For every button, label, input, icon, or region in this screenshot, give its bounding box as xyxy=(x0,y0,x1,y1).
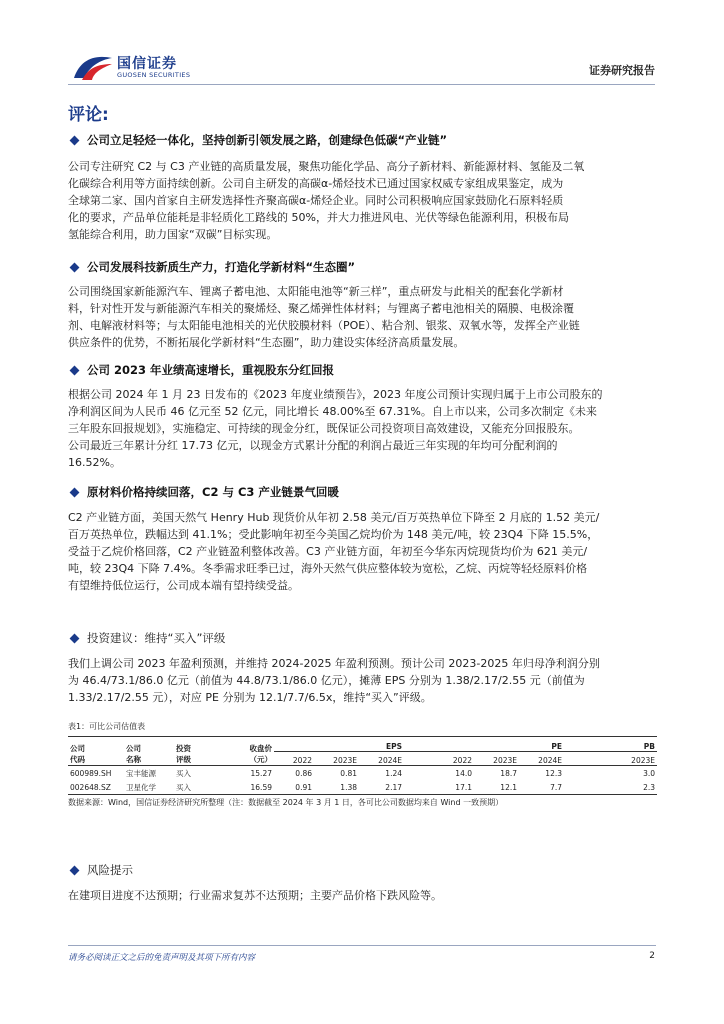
cell-eps: 2.17 xyxy=(359,780,404,795)
cell-pb: 3.0 xyxy=(643,768,655,778)
diamond-bullet-icon xyxy=(70,487,80,497)
heading-new-materials xyxy=(68,259,658,275)
header-divider xyxy=(68,84,655,85)
footer-divider xyxy=(68,945,656,946)
text-line: 有望维持低位运行，公司成本端有望持续受益。 xyxy=(68,579,299,592)
text-line: 全球第二家、国内首家自主研发选择性齐聚高碳α-烯烃企业。同时公司积极响应国家鼓励化石原料轻质 xyxy=(68,194,564,207)
text-line: 剂、电解液材料等；与太阳能电池相关的光伏胶膜材料（POE）、粘合剂、银浆、双氧水等，发挥全产业链 xyxy=(68,319,580,332)
logo-english-name: GUOSEN SECURITIES xyxy=(117,71,191,79)
table-row xyxy=(68,780,657,795)
text-line: 受益于乙烷价格回落，C2 产业链盈利整体改善。C3 产业链方面，年初至今华东丙烷现货均价为 621 美元/ xyxy=(68,545,588,558)
text-line: 在建项目进度不达预期；行业需求复苏不达预期；主要产品价格下跌风险等。 xyxy=(68,889,442,902)
cell-price: 16.59 xyxy=(224,780,274,795)
heading-text: 公司立足轻烃一体化，坚持创新引领发展之路，创建绿色低碳“产业链” xyxy=(87,133,448,147)
text-line: 氢能综合利用，助力国家“双碳”目标实现。 xyxy=(68,228,278,241)
col-header-pe-year: 2023E xyxy=(474,752,519,766)
cell-eps: 0.91 xyxy=(274,780,314,795)
table-source-note: 数据来源：Wind，国信证券经济研究所整理（注：数据截至 2024 年 3 月 1 日，各可比公司数据均来自 Wind 一致预期） xyxy=(68,798,504,807)
col-header-eps-year: 2023E xyxy=(314,752,359,766)
paragraph-raw-materials xyxy=(68,509,658,594)
text-line: 16.52%。 xyxy=(68,456,121,469)
col-header-pe-year: 2024E xyxy=(519,752,564,766)
diamond-bullet-icon xyxy=(70,365,80,375)
paragraph-new-materials xyxy=(68,283,658,351)
text-line: 公司专注研究 C2 与 C3 产业链的高质量发展，聚焦功能化学品、高分子新材料、新能源材料、氢能及二氧 xyxy=(68,160,585,173)
paragraph-investment-advice xyxy=(68,655,658,706)
cell-eps: 0.86 xyxy=(295,768,312,778)
text-line: 料，针对性开发与新能源汽车相关的聚烯烃、聚乙烯弹性体材料；与锂离子蓄电池相关的隔膜、电极涂覆 xyxy=(68,302,574,315)
text-line: 1.33/2.17/2.55 元），对应 PE 分别为 12.1/7.7/6.5x，维持“买入”评级。 xyxy=(68,691,432,704)
col-header-name: 公司 名称 xyxy=(124,737,174,766)
cell-name: 宝丰能源 xyxy=(126,768,156,778)
page-number: 2 xyxy=(649,951,655,961)
col-header-pb: PB xyxy=(564,737,657,752)
heading-text: 公司 2023 年业绩高速增长，重视股东分红回报 xyxy=(87,363,335,377)
cell-pb: 2.3 xyxy=(564,780,657,795)
section-title: 评论: xyxy=(68,105,109,125)
heading-risk xyxy=(68,862,658,878)
table-row xyxy=(68,766,657,781)
cell-rating: 买入 xyxy=(174,780,224,795)
text-line: 根据公司 2024 年 1 月 23 日发布的《2023 年度业绩预告》，2023 年度公司预计实现归属于上市公司股东的 xyxy=(68,388,603,401)
valuation-table xyxy=(68,736,657,795)
text-line: 公司围绕国家新能源汽车、锂离子蓄电池、太阳能电池等“新三样”，重点研发与此相关的配套化学新材 xyxy=(68,285,564,298)
cell-pe: 12.3 xyxy=(545,768,562,778)
text-line: 净利润区间为人民币 46 亿元至 52 亿元，同比增长 48.00%至 67.31%。自上市以来，公司多次制定《未来 xyxy=(68,405,597,418)
heading-earnings xyxy=(68,362,658,378)
heading-investment-advice xyxy=(68,630,658,646)
diamond-bullet-icon xyxy=(70,633,80,643)
paragraph-risk xyxy=(68,887,658,904)
text-line: C2 产业链方面，美国天然气 Henry Hub 现货价从年初 2.58 美元/百万英热单位下降至 2 月底的 1.52 美元/ xyxy=(68,511,600,524)
diamond-bullet-icon xyxy=(70,135,80,145)
col-header-eps-year: 2024E xyxy=(359,752,404,766)
cell-pe: 7.7 xyxy=(519,780,564,795)
text-line: 三年股东回报规划》，实施稳定、可持续的现金分红，既保证公司投资项目高效建设，又能充分回报股东。 xyxy=(68,422,580,435)
guosen-logo xyxy=(72,52,202,86)
report-type-label: 证券研究报告 xyxy=(589,64,655,77)
cell-code: 002648.SZ xyxy=(68,780,124,795)
cell-pe: 14.0 xyxy=(455,768,472,778)
text-line: 我们上调公司 2023 年盈利预测，并维持 2024-2025 年盈利预测。预计公司 2023-2025 年归母净利润分别 xyxy=(68,657,600,670)
col-header-price: 收盘价 （元） xyxy=(224,737,274,766)
heading-text: 公司发展科技新质生产力，打造化学新材料“生态圈” xyxy=(87,260,356,274)
cell-eps: 0.81 xyxy=(340,768,357,778)
col-header-pe-year: 2022 xyxy=(404,752,474,766)
col-header-eps-year: 2022 xyxy=(274,752,314,766)
guosen-logo-icon xyxy=(72,52,116,84)
table-caption: 表1：可比公司估值表 xyxy=(68,722,146,731)
paragraph-integration xyxy=(68,158,658,243)
cell-rating: 买入 xyxy=(176,768,191,778)
text-line: 吨，较 23Q4 下降 7.4%。冬季需求旺季已过，海外天然气供应整体较为宽松，乙烷、丙烷等轻烃原料价格 xyxy=(68,562,588,575)
col-header-pe: PE xyxy=(404,737,564,752)
heading-integration xyxy=(68,132,658,148)
logo-chinese-name: 国信证券 xyxy=(117,56,177,72)
cell-pe: 12.1 xyxy=(474,780,519,795)
diamond-bullet-icon xyxy=(70,262,80,272)
cell-pe: 17.1 xyxy=(404,780,474,795)
col-header-code: 公司 代码 xyxy=(68,737,124,766)
heading-text: 原材料价格持续回落，C2 与 C3 产业链景气回暖 xyxy=(87,485,339,499)
text-line: 化碳综合利用等方面持续创新。公司自主研发的高碳α-烯烃技术已通过国家权威专家组成果鉴定，成为 xyxy=(68,177,564,190)
col-header-pb-year: 2023E xyxy=(564,752,657,766)
heading-text: 投资建议：维持“买入”评级 xyxy=(87,631,226,645)
heading-text: 风险提示 xyxy=(87,863,133,877)
cell-name: 卫星化学 xyxy=(124,780,174,795)
text-line: 供应条件的优势，不断拓展化学新材料“生态圈”，助力建设实体经济高质量发展。 xyxy=(68,336,465,349)
heading-raw-materials xyxy=(68,484,658,500)
cell-price: 15.27 xyxy=(250,768,272,778)
diamond-bullet-icon xyxy=(70,865,80,875)
cell-pe: 18.7 xyxy=(500,768,517,778)
text-line: 百万英热单位，跌幅达到 41.1%；受此影响年初至今美国乙烷均价为 148 美元/吨，较 23Q4 下降 15.5%， xyxy=(68,528,599,541)
page-header xyxy=(0,0,724,90)
cell-eps: 1.38 xyxy=(314,780,359,795)
text-line: 为 46.4/73.1/86.0 亿元（前值为 44.8/73.1/86.0 亿元），摊薄 EPS 分别为 1.38/2.17/2.55 元（前值为 xyxy=(68,674,585,687)
col-header-eps: EPS xyxy=(274,737,404,752)
footer-disclaimer: 请务必阅读正文之后的免责声明及其项下所有内容 xyxy=(68,953,256,963)
paragraph-earnings xyxy=(68,386,658,471)
text-line: 化的要求，产品单位能耗是非轻质化工路线的 50%，并大力推进风电、光伏等绿色能源利用，积极布局 xyxy=(68,211,569,224)
col-header-rating: 投资 评级 xyxy=(174,737,224,766)
cell-code: 600989.SH xyxy=(70,768,112,778)
cell-eps: 1.24 xyxy=(385,768,402,778)
text-line: 公司最近三年累计分红 17.73 亿元，以现金方式累计分配的利润占最近三年实现的年均可分配利润的 xyxy=(68,439,558,452)
